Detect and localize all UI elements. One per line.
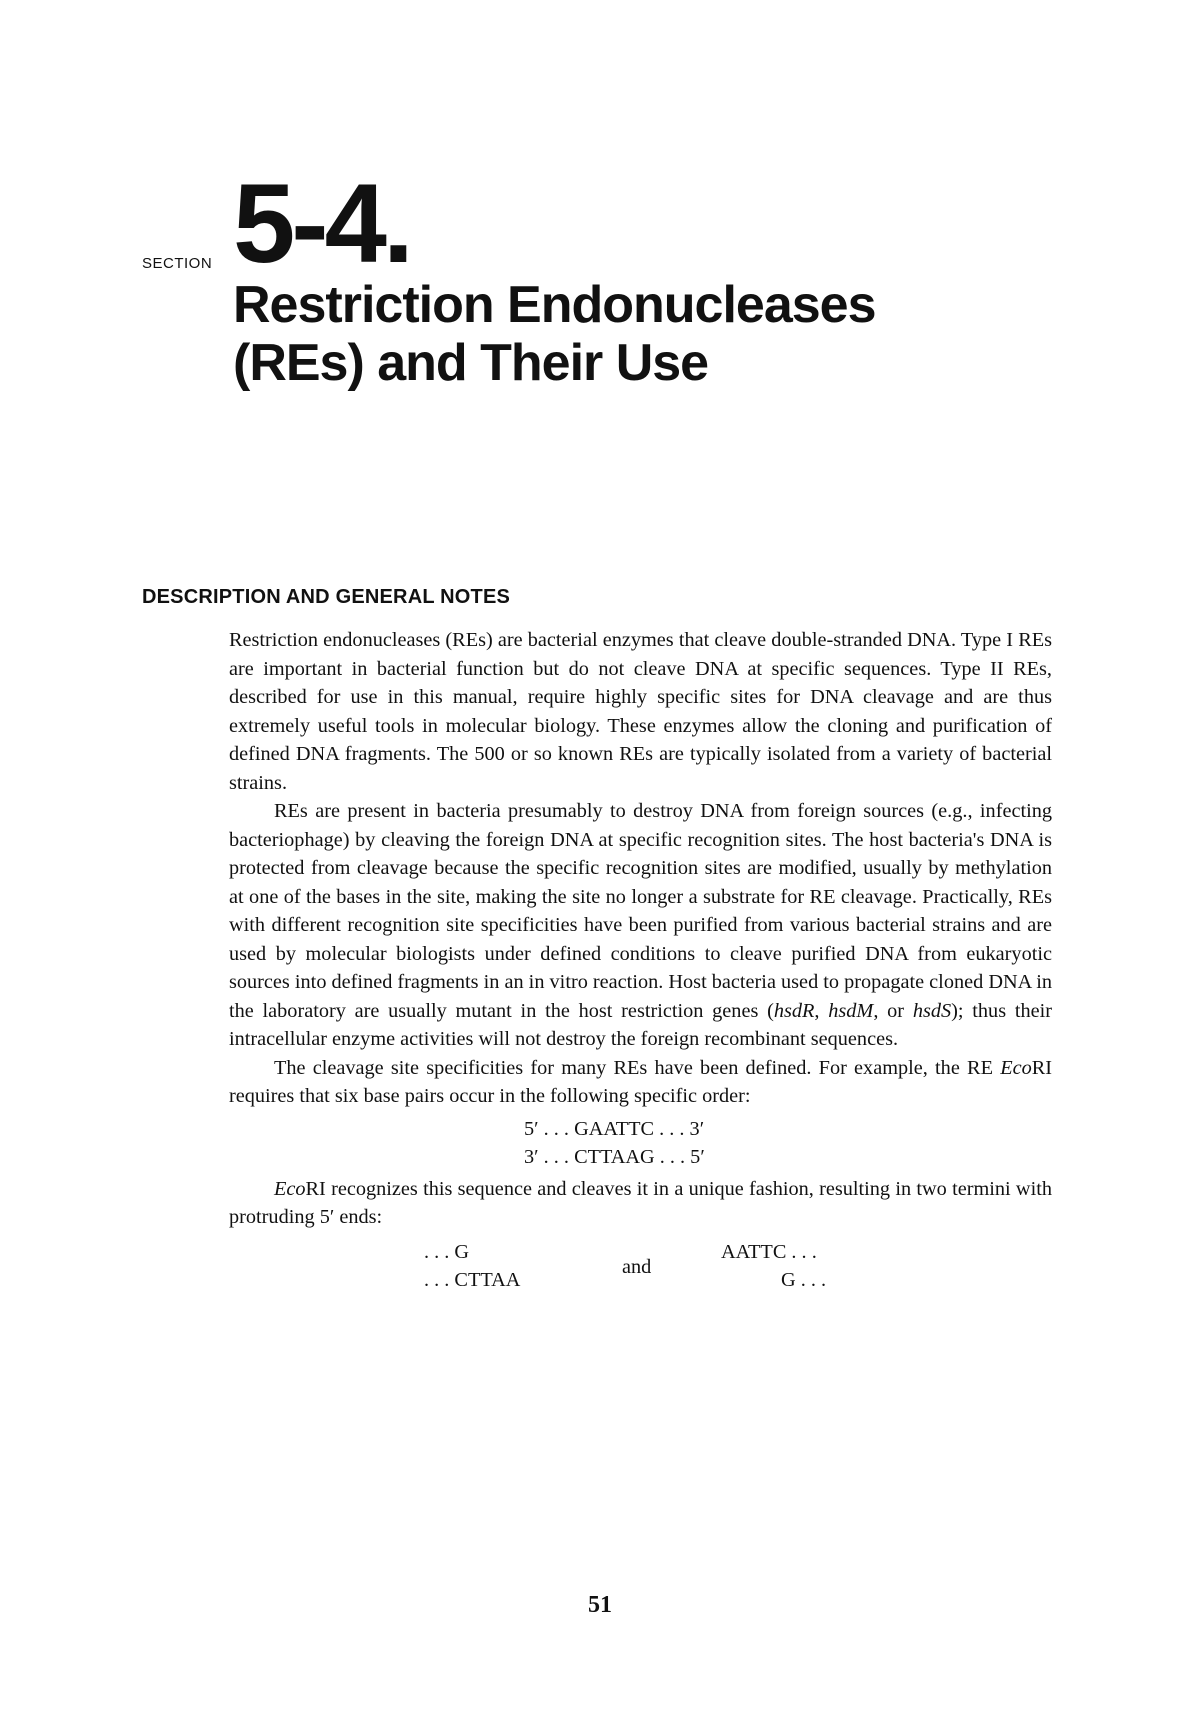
section-number: 5-4. bbox=[233, 161, 410, 286]
paragraph-4 bbox=[229, 1175, 1052, 1232]
title-line-2: (REs) and Their Use bbox=[233, 334, 709, 392]
paragraph-2-text-a: REs are present in bacteria presumably to destroy DNA from foreign sources (e.g., infecting bacteriophage) by cleaving the foreign DNA at specific recognition sites. The host bacteria's DNA is protected from cleavage because the specific recognition sites are modified, usually by methylation at one of the bases in the site, making the site no longer a substrate for RE cleavage. Practically, REs with different recognition site specificities have been purified from various bacterial strains and are used by molecular biologists under defined conditions to cleave purified DNA from eukaryotic sources into defined fragments in an in vitro reaction. Host bacteria used to propagate cloned DNA in the laboratory are usually mutant in the host restriction genes ( bbox=[229, 800, 1052, 1022]
gene-hsdM: hsdM bbox=[828, 999, 874, 1022]
separator: , or bbox=[873, 999, 913, 1022]
title-line-1: Restriction Endonucleases bbox=[233, 276, 876, 334]
separator: , bbox=[814, 999, 829, 1022]
section-label: SECTION bbox=[142, 255, 213, 272]
enzyme-name-italic: Eco bbox=[1000, 1056, 1032, 1079]
left-terminus-top: . . . G bbox=[424, 1240, 470, 1263]
enzyme-name-suffix: RI bbox=[305, 1177, 326, 1200]
gene-hsdS: hsdS bbox=[912, 999, 952, 1022]
paragraph-2-text-b: ); thus their intracellular enzyme activities will not destroy the foreign recombinant sequences. bbox=[229, 999, 1053, 1050]
paragraph-4-text: recognizes this sequence and cleaves it in a unique fashion, resulting in two termini with protruding 5′ ends: bbox=[229, 1177, 1052, 1228]
sequence-top-strand: 5′ . . . GAATTC . . . 3′ bbox=[524, 1117, 705, 1140]
body-text bbox=[229, 626, 1052, 1300]
right-terminus-top: AATTC . . . bbox=[721, 1240, 817, 1263]
paragraph-3-text-b: requires that six base pairs occur in the following specific order: bbox=[229, 1085, 751, 1107]
paragraph-3 bbox=[229, 1054, 1052, 1111]
page-title bbox=[233, 276, 876, 392]
recognition-sequence bbox=[229, 1115, 1052, 1171]
paragraph-1: Restriction endonucleases (REs) are bacterial enzymes that cleave double-stranded DNA. Type I REs are important in bacterial function but do not cleave DNA at specific sequences. Type II REs, described for use in this manual, require highly specific sites for DNA cleavage and are thus extremely useful tools in molecular biology. These enzymes allow the cloning and purification of defined DNA fragments. The 500 or so known REs are typically isolated from a variety of bacterial strains. bbox=[229, 629, 1052, 794]
enzyme-name-italic: Eco bbox=[274, 1177, 306, 1200]
gene-hsdR: hsdR bbox=[773, 999, 815, 1022]
left-terminus-bottom: . . . CTTAA bbox=[424, 1268, 521, 1291]
sequence-bottom-strand: 3′ . . . CTTAAG . . . 5′ bbox=[524, 1145, 705, 1168]
right-terminus-bottom: G . . . bbox=[781, 1268, 827, 1291]
cleaved-termini bbox=[229, 1238, 1052, 1300]
page-number: 51 bbox=[588, 1592, 612, 1618]
paragraph-2 bbox=[229, 797, 1052, 1054]
enzyme-name-suffix: RI bbox=[1031, 1056, 1052, 1079]
termini-connector: and bbox=[622, 1255, 652, 1278]
section-heading: DESCRIPTION AND GENERAL NOTES bbox=[142, 586, 511, 608]
paragraph-3-text-a: The cleavage site specificities for many REs have been defined. For example, the RE bbox=[274, 1056, 1001, 1079]
